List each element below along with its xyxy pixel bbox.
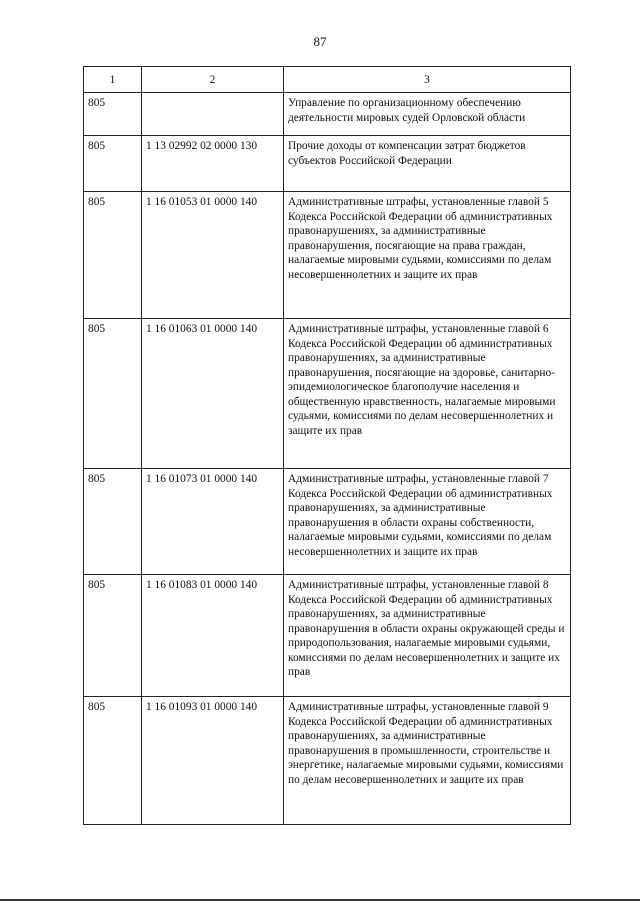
revenue-code-cell: 1 16 01073 01 0000 140 (142, 469, 284, 575)
admin-code-cell: 805 (84, 93, 142, 136)
revenue-code-cell: 1 16 01083 01 0000 140 (142, 575, 284, 697)
revenue-codes-table (83, 66, 571, 825)
admin-code-cell: 805 (84, 575, 142, 697)
table-row (84, 575, 571, 697)
table-row (84, 93, 571, 136)
column-header-3: 3 (284, 67, 571, 93)
admin-code-cell: 805 (84, 319, 142, 469)
revenue-code-cell (142, 93, 284, 136)
table-row (84, 136, 571, 192)
admin-code-cell: 805 (84, 136, 142, 192)
column-header-1: 1 (84, 67, 142, 93)
revenue-name-cell: Административные штрафы, установленные главой 9 Кодекса Российской Федерации об административных правонарушениях, за административные правонарушения в промышленности, строительстве и энергетике, налагаемые мировыми судьями, комиссиями по делам несовершеннолетних и защите их прав (284, 697, 571, 825)
revenue-code-cell: 1 16 01093 01 0000 140 (142, 697, 284, 825)
table-header-row (84, 67, 571, 93)
revenue-name-cell: Административные штрафы, установленные главой 6 Кодекса Российской Федерации об административных правонарушениях, за административные правонарушения, посягающие на здоровье, санитарно-эпидемиологическое благополучие населения и общественную нравственность, налагаемые мировыми судьями, комиссиями по делам несовершеннолетних и защите их прав (284, 319, 571, 469)
revenue-name-cell: Управление по организационному обеспечению деятельности мировых судей Орловской области (284, 93, 571, 136)
scan-edge-line (0, 899, 640, 901)
admin-code-cell: 805 (84, 469, 142, 575)
table-row (84, 469, 571, 575)
revenue-name-cell: Административные штрафы, установленные главой 7 Кодекса Российской Федерации об административных правонарушениях, за административные правонарушения в области охраны собственности, налагаемые мировыми судьями, комиссиями по делам несовершеннолетних и защите их прав (284, 469, 571, 575)
revenue-name-cell: Административные штрафы, установленные главой 5 Кодекса Российской Федерации об административных правонарушениях, за административные правонарушения, посягающие на права граждан, налагаемые мировыми судьями, комиссиями по делам несовершеннолетних и защите их прав (284, 192, 571, 319)
revenue-code-cell: 1 13 02992 02 0000 130 (142, 136, 284, 192)
admin-code-cell: 805 (84, 192, 142, 319)
revenue-code-cell: 1 16 01063 01 0000 140 (142, 319, 284, 469)
table-row (84, 319, 571, 469)
revenue-name-cell: Административные штрафы, установленные главой 8 Кодекса Российской Федерации об административных правонарушениях, за административные правонарушения в области охраны окружающей среды и природопользования, налагаемые мировыми судьями, комиссиями по делам несовершеннолетних и защите их прав (284, 575, 571, 697)
admin-code-cell: 805 (84, 697, 142, 825)
table-row (84, 697, 571, 825)
page-number: 87 (313, 34, 327, 49)
revenue-code-cell: 1 16 01053 01 0000 140 (142, 192, 284, 319)
table-row (84, 192, 571, 319)
revenue-name-cell: Прочие доходы от компенсации затрат бюджетов субъектов Российской Федерации (284, 136, 571, 192)
column-header-2: 2 (142, 67, 284, 93)
